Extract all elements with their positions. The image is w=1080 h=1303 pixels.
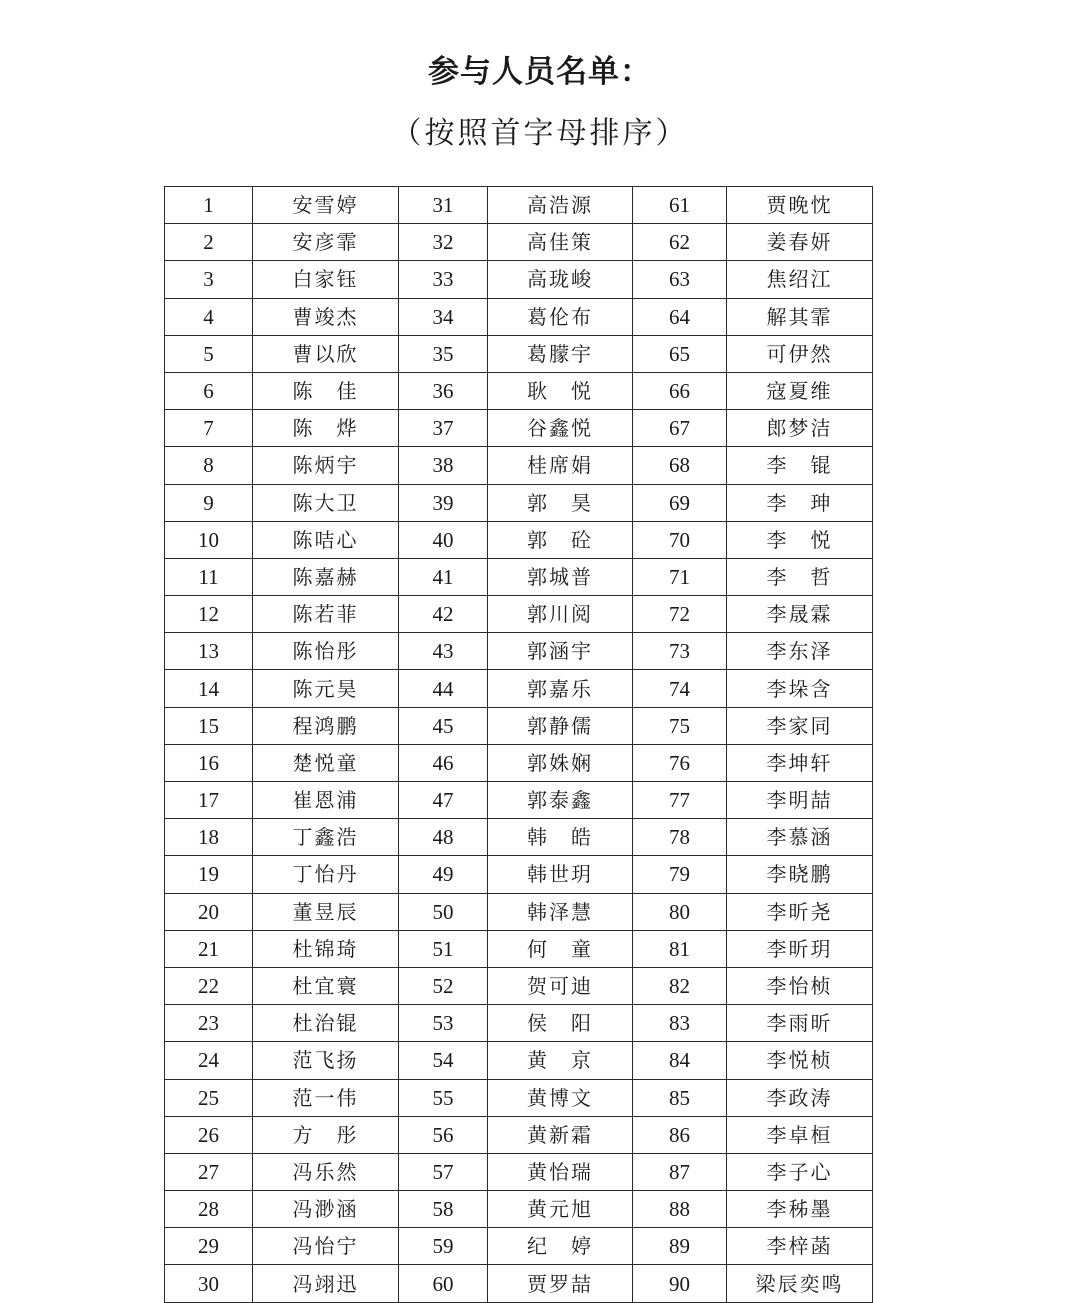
roster-name-cell: 程鸿鹏 — [253, 707, 399, 744]
table-row — [165, 744, 873, 781]
roster-number-cell: 67 — [633, 410, 727, 447]
roster-number-cell: 63 — [633, 261, 727, 298]
roster-name-cell: 桂席娟 — [488, 447, 633, 484]
roster-number-cell: 87 — [633, 1153, 727, 1190]
roster-name-cell: 贾罗喆 — [488, 1265, 633, 1302]
roster-name-cell: 冯翊迅 — [253, 1265, 399, 1302]
table-row — [165, 782, 873, 819]
roster-number-cell: 10 — [165, 521, 253, 558]
roster-name-cell: 郭城普 — [488, 558, 633, 595]
roster-number-cell: 35 — [399, 335, 488, 372]
roster-name-cell: 黄新霜 — [488, 1116, 633, 1153]
table-row — [165, 261, 873, 298]
roster-number-cell: 39 — [399, 484, 488, 521]
roster-number-cell: 21 — [165, 930, 253, 967]
roster-number-cell: 37 — [399, 410, 488, 447]
roster-number-cell: 1 — [165, 187, 253, 224]
roster-number-cell: 70 — [633, 521, 727, 558]
roster-number-cell: 28 — [165, 1191, 253, 1228]
roster-number-cell: 61 — [633, 187, 727, 224]
roster-name-cell: 李昕尧 — [727, 893, 873, 930]
table-row — [165, 410, 873, 447]
table-row — [165, 856, 873, 893]
roster-name-cell: 丁鑫浩 — [253, 819, 399, 856]
roster-number-cell: 44 — [399, 670, 488, 707]
table-row — [165, 1191, 873, 1228]
roster-name-cell: 范一伟 — [253, 1079, 399, 1116]
roster-table-body — [165, 187, 873, 1303]
roster-number-cell: 31 — [399, 187, 488, 224]
roster-number-cell: 6 — [165, 372, 253, 409]
table-row — [165, 558, 873, 595]
roster-number-cell: 20 — [165, 893, 253, 930]
roster-name-cell: 郭涵宇 — [488, 633, 633, 670]
roster-number-cell: 60 — [399, 1265, 488, 1302]
roster-number-cell: 40 — [399, 521, 488, 558]
roster-name-cell: 陈怡彤 — [253, 633, 399, 670]
roster-number-cell: 55 — [399, 1079, 488, 1116]
roster-number-cell: 4 — [165, 298, 253, 335]
roster-name-cell: 李晟霖 — [727, 596, 873, 633]
roster-number-cell: 58 — [399, 1191, 488, 1228]
table-row — [165, 633, 873, 670]
roster-name-cell: 黄 京 — [488, 1042, 633, 1079]
roster-number-cell: 73 — [633, 633, 727, 670]
roster-name-cell: 李秭墨 — [727, 1191, 873, 1228]
roster-name-cell: 韩 皓 — [488, 819, 633, 856]
roster-number-cell: 79 — [633, 856, 727, 893]
roster-number-cell: 9 — [165, 484, 253, 521]
roster-name-cell: 白家钰 — [253, 261, 399, 298]
table-row — [165, 1042, 873, 1079]
roster-number-cell: 49 — [399, 856, 488, 893]
roster-number-cell: 56 — [399, 1116, 488, 1153]
roster-number-cell: 51 — [399, 930, 488, 967]
roster-number-cell: 16 — [165, 744, 253, 781]
roster-name-cell: 耿 悦 — [488, 372, 633, 409]
roster-number-cell: 46 — [399, 744, 488, 781]
roster-number-cell: 62 — [633, 224, 727, 261]
roster-name-cell: 李 珅 — [727, 484, 873, 521]
roster-number-cell: 8 — [165, 447, 253, 484]
roster-name-cell: 陈 佳 — [253, 372, 399, 409]
table-row — [165, 1228, 873, 1265]
roster-number-cell: 34 — [399, 298, 488, 335]
roster-name-cell: 高浩源 — [488, 187, 633, 224]
roster-name-cell: 曹以欣 — [253, 335, 399, 372]
roster-number-cell: 27 — [165, 1153, 253, 1190]
roster-name-cell: 安雪婷 — [253, 187, 399, 224]
table-row — [165, 298, 873, 335]
roster-name-cell: 李慕涵 — [727, 819, 873, 856]
table-row — [165, 1116, 873, 1153]
roster-name-cell: 陈大卫 — [253, 484, 399, 521]
roster-number-cell: 45 — [399, 707, 488, 744]
roster-name-cell: 冯乐然 — [253, 1153, 399, 1190]
roster-name-cell: 谷鑫悦 — [488, 410, 633, 447]
roster-name-cell: 冯渺涵 — [253, 1191, 399, 1228]
roster-name-cell: 李家同 — [727, 707, 873, 744]
roster-number-cell: 7 — [165, 410, 253, 447]
roster-name-cell: 董昱辰 — [253, 893, 399, 930]
roster-name-cell: 方 彤 — [253, 1116, 399, 1153]
roster-number-cell: 29 — [165, 1228, 253, 1265]
roster-number-cell: 41 — [399, 558, 488, 595]
roster-name-cell: 陈炳宇 — [253, 447, 399, 484]
roster-number-cell: 43 — [399, 633, 488, 670]
roster-name-cell: 陈咭心 — [253, 521, 399, 558]
roster-name-cell: 可伊然 — [727, 335, 873, 372]
roster-name-cell: 黄元旭 — [488, 1191, 633, 1228]
roster-number-cell: 59 — [399, 1228, 488, 1265]
roster-number-cell: 17 — [165, 782, 253, 819]
roster-name-cell: 李明喆 — [727, 782, 873, 819]
roster-name-cell: 李 哲 — [727, 558, 873, 595]
roster-name-cell: 葛伦布 — [488, 298, 633, 335]
roster-name-cell: 李梓菡 — [727, 1228, 873, 1265]
table-row — [165, 596, 873, 633]
roster-name-cell: 陈嘉赫 — [253, 558, 399, 595]
roster-name-cell: 郭姝娴 — [488, 744, 633, 781]
roster-number-cell: 42 — [399, 596, 488, 633]
roster-number-cell: 13 — [165, 633, 253, 670]
roster-number-cell: 75 — [633, 707, 727, 744]
roster-number-cell: 24 — [165, 1042, 253, 1079]
roster-name-cell: 李 锟 — [727, 447, 873, 484]
roster-name-cell: 李昕玥 — [727, 930, 873, 967]
roster-number-cell: 18 — [165, 819, 253, 856]
roster-number-cell: 15 — [165, 707, 253, 744]
roster-name-cell: 杜治锟 — [253, 1005, 399, 1042]
roster-name-cell: 郭静儒 — [488, 707, 633, 744]
roster-name-cell: 解其霏 — [727, 298, 873, 335]
roster-number-cell: 47 — [399, 782, 488, 819]
table-row — [165, 372, 873, 409]
roster-number-cell: 69 — [633, 484, 727, 521]
roster-name-cell: 韩泽慧 — [488, 893, 633, 930]
roster-name-cell: 郭川阅 — [488, 596, 633, 633]
roster-number-cell: 85 — [633, 1079, 727, 1116]
roster-name-cell: 范飞扬 — [253, 1042, 399, 1079]
roster-number-cell: 78 — [633, 819, 727, 856]
roster-number-cell: 36 — [399, 372, 488, 409]
roster-name-cell: 李坤轩 — [727, 744, 873, 781]
roster-name-cell: 曹竣杰 — [253, 298, 399, 335]
roster-name-cell: 贺可迪 — [488, 967, 633, 1004]
roster-number-cell: 54 — [399, 1042, 488, 1079]
roster-number-cell: 33 — [399, 261, 488, 298]
roster-number-cell: 64 — [633, 298, 727, 335]
roster-number-cell: 65 — [633, 335, 727, 372]
roster-number-cell: 88 — [633, 1191, 727, 1228]
roster-name-cell: 崔恩浦 — [253, 782, 399, 819]
table-row — [165, 447, 873, 484]
roster-number-cell: 22 — [165, 967, 253, 1004]
roster-number-cell: 83 — [633, 1005, 727, 1042]
roster-name-cell: 陈 烨 — [253, 410, 399, 447]
roster-number-cell: 81 — [633, 930, 727, 967]
roster-table — [164, 186, 873, 1303]
roster-name-cell: 黄博文 — [488, 1079, 633, 1116]
roster-number-cell: 52 — [399, 967, 488, 1004]
roster-name-cell: 李东泽 — [727, 633, 873, 670]
table-row — [165, 1005, 873, 1042]
roster-name-cell: 黄怡瑞 — [488, 1153, 633, 1190]
roster-number-cell: 25 — [165, 1079, 253, 1116]
roster-number-cell: 71 — [633, 558, 727, 595]
table-row — [165, 187, 873, 224]
roster-name-cell: 李悦桢 — [727, 1042, 873, 1079]
table-row — [165, 335, 873, 372]
roster-number-cell: 72 — [633, 596, 727, 633]
roster-number-cell: 50 — [399, 893, 488, 930]
table-row — [165, 484, 873, 521]
roster-number-cell: 57 — [399, 1153, 488, 1190]
table-row — [165, 1153, 873, 1190]
roster-name-cell: 郭泰鑫 — [488, 782, 633, 819]
roster-number-cell: 80 — [633, 893, 727, 930]
roster-number-cell: 53 — [399, 1005, 488, 1042]
page-subtitle: （按照首字母排序） — [391, 116, 689, 151]
roster-name-cell: 贾晚忱 — [727, 187, 873, 224]
roster-name-cell: 李卓桓 — [727, 1116, 873, 1153]
table-row — [165, 930, 873, 967]
roster-number-cell: 48 — [399, 819, 488, 856]
roster-name-cell: 郎梦洁 — [727, 410, 873, 447]
roster-name-cell: 韩世玥 — [488, 856, 633, 893]
roster-number-cell: 82 — [633, 967, 727, 1004]
roster-number-cell: 76 — [633, 744, 727, 781]
roster-name-cell: 李政涛 — [727, 1079, 873, 1116]
roster-name-cell: 李 悦 — [727, 521, 873, 558]
roster-number-cell: 66 — [633, 372, 727, 409]
table-row — [165, 707, 873, 744]
roster-name-cell: 姜春妍 — [727, 224, 873, 261]
roster-number-cell: 84 — [633, 1042, 727, 1079]
roster-name-cell: 丁怡丹 — [253, 856, 399, 893]
roster-number-cell: 23 — [165, 1005, 253, 1042]
roster-name-cell: 杜宜寰 — [253, 967, 399, 1004]
roster-name-cell: 安彦霏 — [253, 224, 399, 261]
roster-name-cell: 冯怡宁 — [253, 1228, 399, 1265]
roster-name-cell: 陈若菲 — [253, 596, 399, 633]
roster-number-cell: 89 — [633, 1228, 727, 1265]
table-row — [165, 670, 873, 707]
roster-number-cell: 77 — [633, 782, 727, 819]
table-row — [165, 224, 873, 261]
roster-name-cell: 李垛含 — [727, 670, 873, 707]
table-row — [165, 893, 873, 930]
roster-name-cell: 郭嘉乐 — [488, 670, 633, 707]
roster-number-cell: 32 — [399, 224, 488, 261]
roster-name-cell: 李子心 — [727, 1153, 873, 1190]
roster-number-cell: 86 — [633, 1116, 727, 1153]
roster-name-cell: 高佳策 — [488, 224, 633, 261]
roster-number-cell: 38 — [399, 447, 488, 484]
roster-name-cell: 李晓鹏 — [727, 856, 873, 893]
roster-number-cell: 26 — [165, 1116, 253, 1153]
roster-number-cell: 68 — [633, 447, 727, 484]
table-row — [165, 1079, 873, 1116]
roster-name-cell: 纪 婷 — [488, 1228, 633, 1265]
table-row — [165, 1265, 873, 1302]
roster-name-cell: 焦绍江 — [727, 261, 873, 298]
roster-name-cell: 李怡桢 — [727, 967, 873, 1004]
roster-name-cell: 高珑峻 — [488, 261, 633, 298]
table-row — [165, 521, 873, 558]
roster-name-cell: 葛朦宇 — [488, 335, 633, 372]
table-row — [165, 819, 873, 856]
roster-number-cell: 19 — [165, 856, 253, 893]
roster-number-cell: 14 — [165, 670, 253, 707]
roster-name-cell: 何 童 — [488, 930, 633, 967]
page-title: 参与人员名单： — [428, 54, 652, 90]
roster-name-cell: 梁辰奕鸣 — [727, 1265, 873, 1302]
roster-name-cell: 杜锦琦 — [253, 930, 399, 967]
roster-name-cell: 郭 砼 — [488, 521, 633, 558]
roster-number-cell: 11 — [165, 558, 253, 595]
roster-name-cell: 李雨昕 — [727, 1005, 873, 1042]
table-row — [165, 967, 873, 1004]
roster-number-cell: 2 — [165, 224, 253, 261]
roster-number-cell: 3 — [165, 261, 253, 298]
roster-name-cell: 陈元昊 — [253, 670, 399, 707]
roster-name-cell: 郭 昊 — [488, 484, 633, 521]
roster-name-cell: 侯 阳 — [488, 1005, 633, 1042]
roster-number-cell: 5 — [165, 335, 253, 372]
roster-number-cell: 90 — [633, 1265, 727, 1302]
roster-number-cell: 30 — [165, 1265, 253, 1302]
roster-name-cell: 楚悦童 — [253, 744, 399, 781]
roster-number-cell: 12 — [165, 596, 253, 633]
roster-number-cell: 74 — [633, 670, 727, 707]
roster-name-cell: 寇夏维 — [727, 372, 873, 409]
